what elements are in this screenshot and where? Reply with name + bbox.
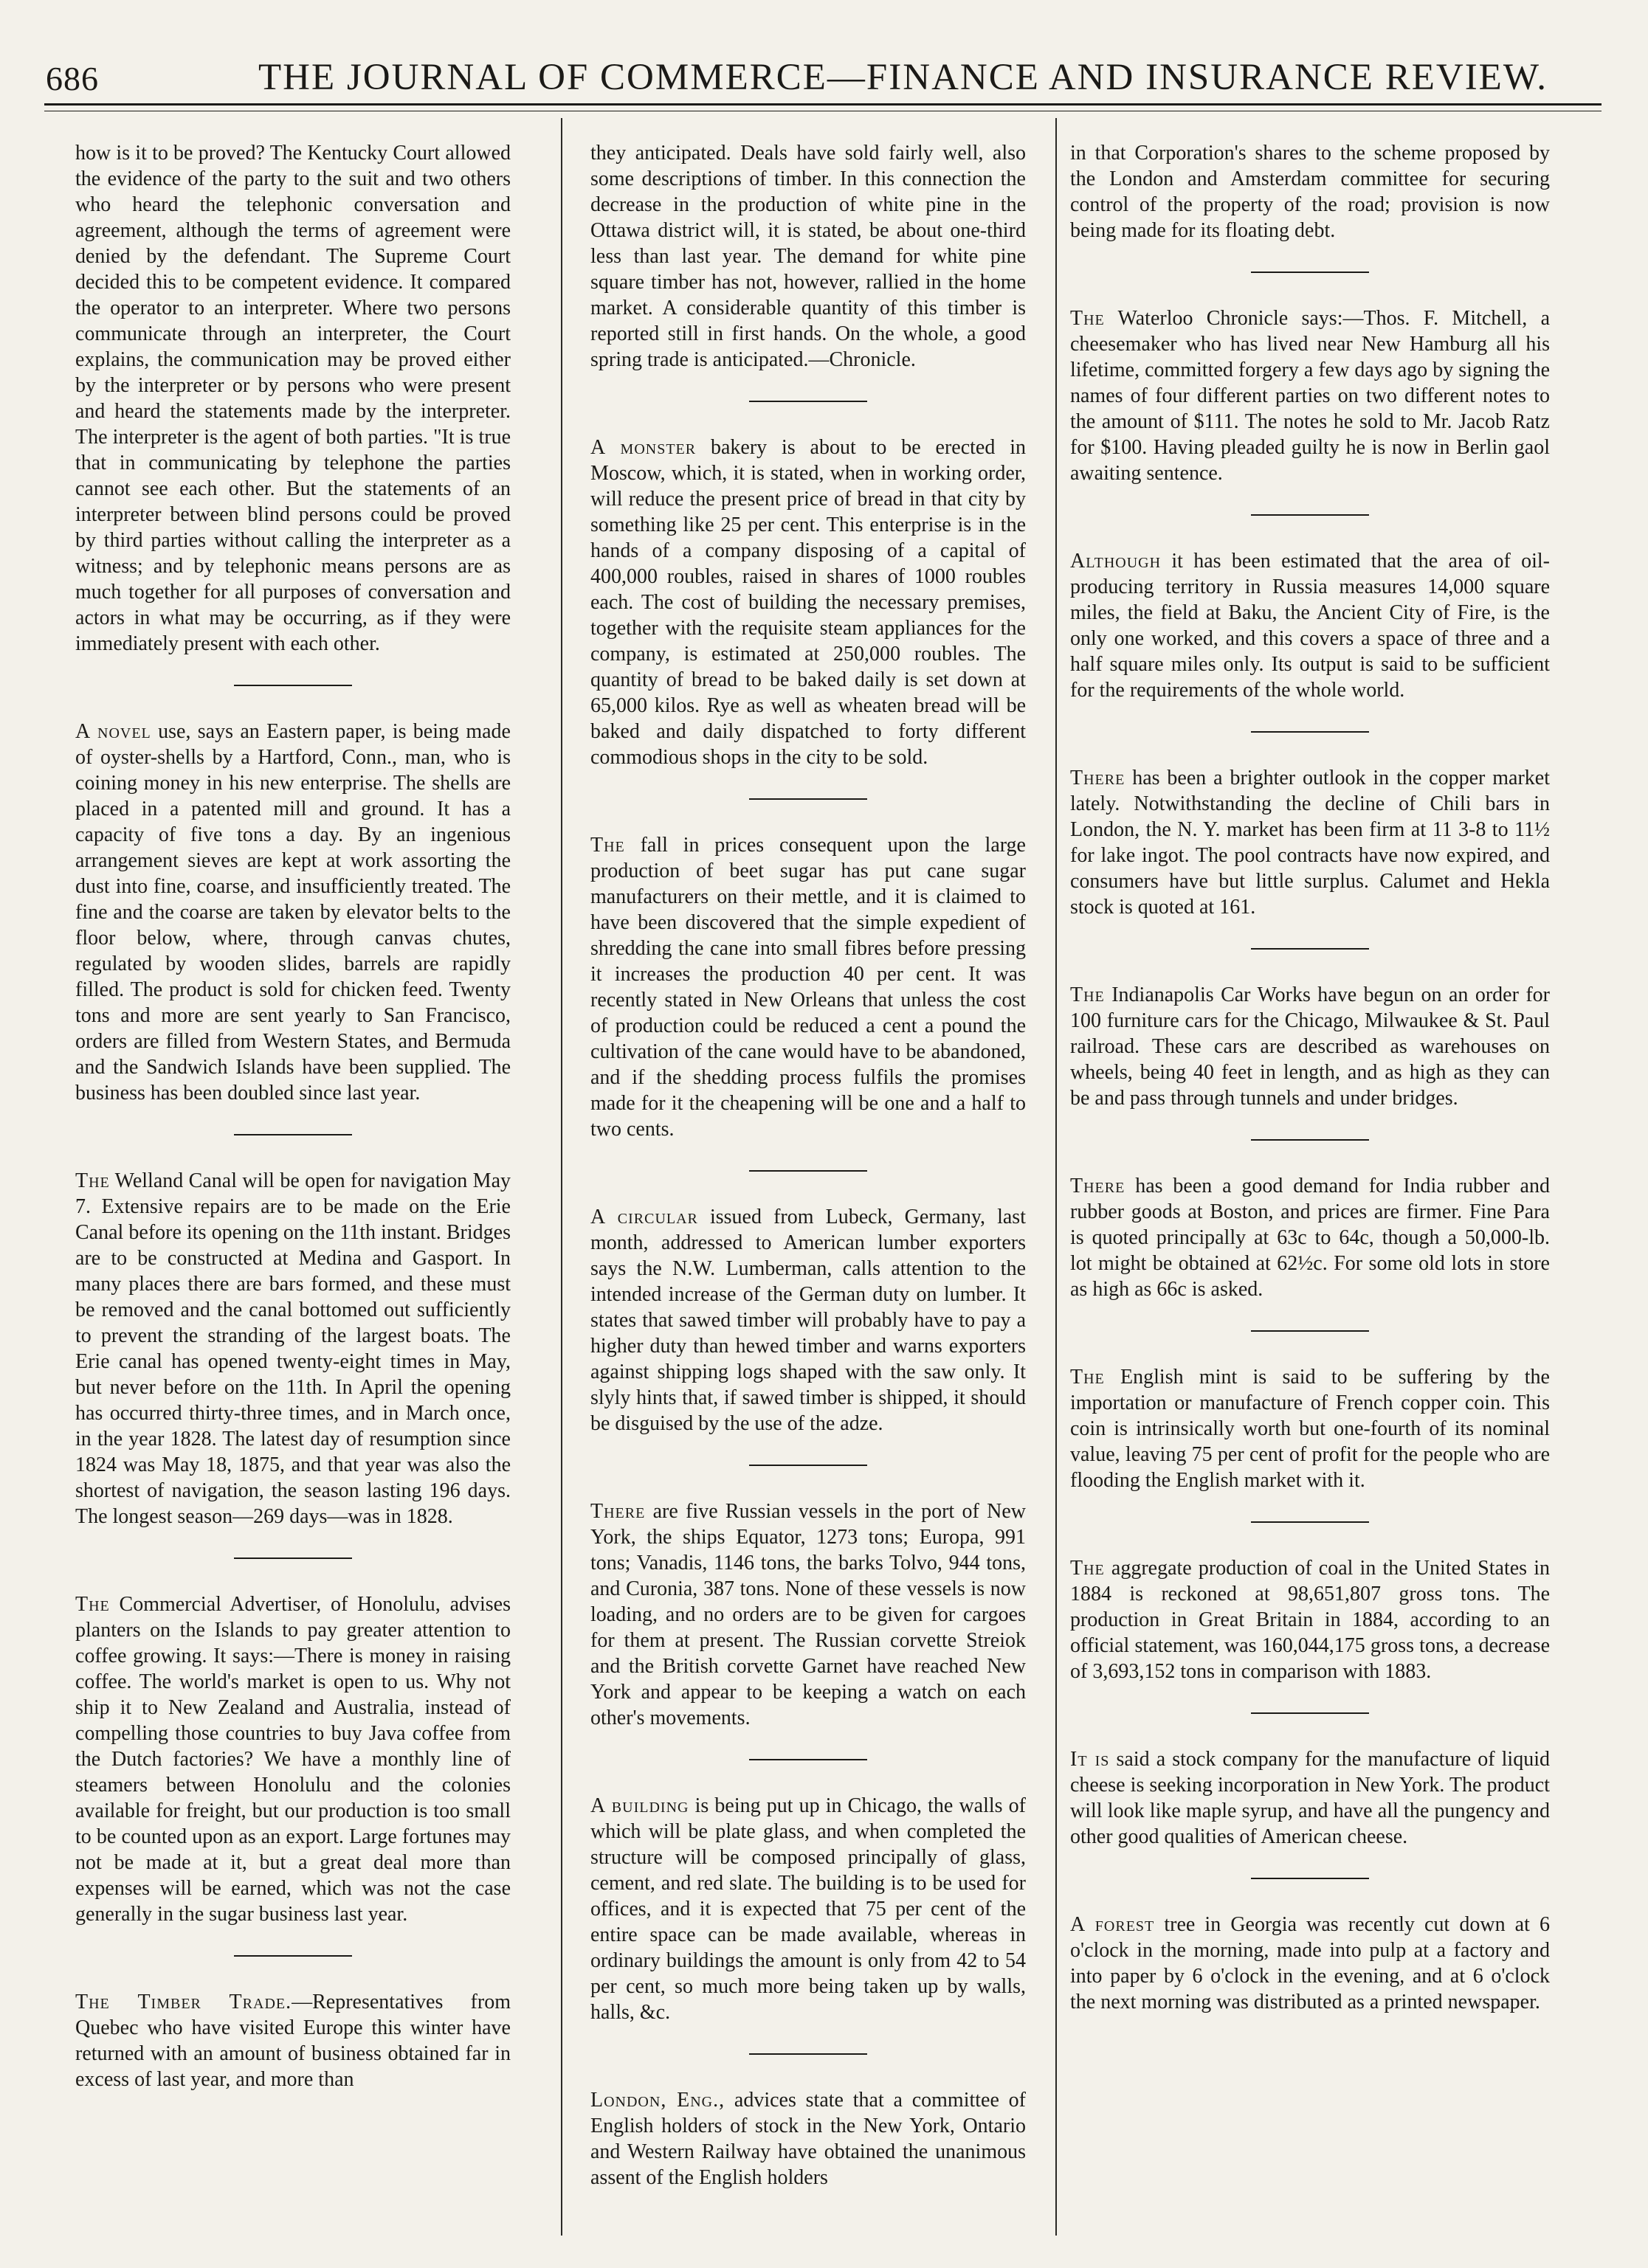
article-lead: There [1070, 767, 1125, 789]
column-1 [75, 140, 511, 2092]
article [1070, 982, 1550, 1111]
article [75, 1989, 511, 2092]
article-separator [749, 401, 867, 402]
article-text: issued from Lubeck, Germany, last month, addressed to American lumber exporters says the N.W. Lumberman, calls attention to the intended increase of the German duty on lumber. It states that sawed timber will probably have to pay a higher duty than hewed timber and warns exporters against shipping logs shaped with the saw only. It slyly hints that, if sawed timber is shipped, it should be disguised by the use of the adze. [590, 1206, 1026, 1435]
article [590, 1498, 1026, 1731]
article [1070, 1912, 1550, 2015]
article [590, 1793, 1026, 2025]
article-lead: A monster [590, 436, 697, 459]
article-text: how is it to be proved? The Kentucky Court allowed the evidence of the party to the suit and two others who heard the telephonic conversation and agreement, although the terms of agreement were denied by the defendant. The Supreme Court decided this to be competent evidence. It compared the operator to an interpreter. Where two persons communicate through an interpreter, the Court explains, the communication may be proved either by the interpreter or by persons who were present and heard the statements made by the interpreter. The interpreter is the agent of both parties. "It is true that in communicating by telephone the parties cannot see each other. But the statements of an interpreter between blind persons could be proved by third parties without calling the interpreter as a witness; and by telephonic means persons are as much together for all purposes of conversation and actors in what may be occurring, as if they were immediately present with each other. [75, 142, 511, 655]
article-separator [234, 1955, 352, 1957]
article-lead: A novel [75, 720, 151, 743]
article [75, 140, 511, 657]
article-separator [749, 1170, 867, 1172]
article-lead: A forest [1070, 1913, 1155, 1936]
article-separator [234, 1134, 352, 1135]
article-paragraph [75, 1168, 511, 1529]
column-divider-1 [561, 118, 562, 2236]
article-text: Waterloo Chronicle says:—Thos. F. Mitchell, a cheesemaker who has lived near New Hamburg all his lifetime, committed forgery a few days ago by signing the names of four different parties on two different notes to the amount of $111. The notes he sold to Mr. Jacob Ratz for $100. Having pleaded guilty he is now in Berlin gaol awaiting sentence. [1070, 307, 1550, 485]
article-lead: There [590, 1500, 646, 1523]
article [1070, 140, 1550, 243]
article-text: fall in prices consequent upon the large production of beet sugar has put cane sugar manufacturers on their mettle, and it is claimed to have been discovered that the simple expedient of shredding the cane into small fibres before pressing it increases the production 40 per cent. It was recently stated in New Orleans that unless the cost of production could be reduced a cent a pound the cultivation of the cane would have to be abandoned, and if the shedding process fulfils the promises made for it the cheapening will be one and a half to two cents. [590, 834, 1026, 1141]
article-lead: There [1070, 1175, 1125, 1197]
article-text: are five Russian vessels in the port of New York, the ships Equator, 1273 tons; Europa, 991 tons; Vanadis, 1146 tons, the barks Tolvo, 944 tons, and Curonia, 387 tons. None of these vessels is now loading, and no orders are to be given for cargoes for them at present. The Russian corvette Streiok and the British corvette Garnet have reached New York and appear to be keeping a watch on each other's movements. [590, 1500, 1026, 1729]
article [1070, 1364, 1550, 1493]
article [75, 719, 511, 1106]
article [1070, 765, 1550, 920]
article-separator [1251, 1878, 1369, 1879]
article-lead: Although [1070, 550, 1162, 573]
article-text: said a stock company for the manufacture of liquid cheese is seeking incorporation in New York. The product will look like maple syrup, and have all the pungency and other good qualities of American cheese. [1070, 1748, 1550, 1848]
article-lead: The [1070, 983, 1105, 1006]
article-separator [749, 1759, 867, 1760]
article-text: it has been estimated that the area of oil-producing territory in Russia measures 14,000 square miles, the field at Baku, the Ancient City of Fire, is the only one worked, and this covers a space of three and a half square miles only. Its output is said to be sufficient for the requirements of the whole world. [1070, 550, 1550, 702]
article-paragraph [1070, 1555, 1550, 1684]
article-text: Welland Canal will be open for navigation May 7. Extensive repairs are to be made on the Erie Canal before its opening on the 11th instant. Bridges are to be constructed at Medina and Gasport. In many places there are bars formed, and these must be removed and the canal bottomed out sufficiently to prevent the stranding of the largest boats. The Erie canal has opened twenty-eight times in May, but never before on the 11th. In April the opening has occurred thirty-three times, and in March once, in the year 1828. The latest day of resumption since 1824 was May 18, 1875, and that year was also the shortest of navigation, the season lasting 196 days. The longest season—269 days—was in 1828. [75, 1169, 511, 1528]
page-header [0, 43, 1648, 109]
article-separator [749, 798, 867, 800]
article-separator [1251, 1712, 1369, 1714]
article-paragraph [75, 1591, 511, 1927]
article-lead: London, Eng., [590, 2089, 725, 2112]
article-separator [1251, 731, 1369, 733]
article-separator [1251, 1521, 1369, 1523]
article-lead: The Timber Trade. [75, 1991, 292, 2013]
article [1070, 1555, 1550, 1684]
article-paragraph [590, 1204, 1026, 1436]
article-lead: A building [590, 1794, 689, 1817]
article-paragraph [75, 719, 511, 1106]
column-3 [1070, 140, 1550, 2015]
article-separator [1251, 1330, 1369, 1332]
article [590, 435, 1026, 770]
article-lead: The [75, 1593, 110, 1616]
article-text: is being put up in Chicago, the walls of which will be plate glass, and when completed the structure will be composed principally of glass, cement, and red slate. The building is to be used for offices, and it is expected that 75 per cent of the entire space can be made available, whereas in ordinary buildings the amount is only from 42 to 54 per cent, so much more being taken up by walls, halls, &c. [590, 1794, 1027, 2024]
article [1070, 305, 1550, 486]
article-text: bakery is about to be erected in Moscow, which, it is stated, when in working order, will reduce the present price of bread in that city by something like 25 per cent. This enterprise is in the hands of a company disposing of a capital of 400,000 roubles, raised in shares of 1000 roubles each. The cost of building the necessary premises, together with the requisite steam appliances for the company, is estimated at 250,000 roubles. The quantity of bread to be baked daily is set down at 65,000 kilos. Rye as well as wheaten bread will be baked and daily dispatched to forty different commodious shops in the city to be sold. [590, 436, 1026, 769]
article-separator [1251, 948, 1369, 950]
article-paragraph [590, 435, 1026, 770]
article-paragraph [1070, 1364, 1550, 1493]
column-divider-2 [1055, 118, 1057, 2236]
article-separator [749, 1465, 867, 1466]
article-paragraph [1070, 1746, 1550, 1850]
article-text: Commercial Advertiser, of Honolulu, advises planters on the Islands to pay greater attention to coffee growing. It says:—There is money in raising coffee. The world's market is open to us. Why not ship it to New Zealand and Australia, instead of compelling those countries to buy Java coffee from the Dutch factories? We have a monthly line of steamers between Honolulu and the colonies available for freight, but our production is too small to be counted upon as an export. Large fortunes may not be made at it, but a great deal more than expenses will be earned, which was not the case generally in the sugar business last year. [75, 1593, 511, 1926]
article-paragraph [1070, 1173, 1550, 1302]
article [75, 1168, 511, 1529]
article-paragraph [590, 1498, 1026, 1731]
article [75, 1591, 511, 1927]
article-text: advices state that a committee of English holders of stock in the New York, Ontario and Western Railway have obtained the unanimous assent of the English holders [590, 2089, 1027, 2189]
article-paragraph [1070, 982, 1550, 1111]
article-paragraph [590, 140, 1026, 373]
article-text: Indianapolis Car Works have begun on an order for 100 furniture cars for the Chicago, Milwaukee & St. Paul railroad. These cars are described as warehouses on wheels, being 40 feet in length, and as high as they can be and pass through tunnels and under bridges. [1070, 983, 1550, 1110]
article-paragraph [1070, 305, 1550, 486]
article-text: tree in Georgia was recently cut down at 6 o'clock in the morning, made into pulp at a factory and into paper by 6 o'clock in the evening, and at 6 o'clock the next morning was distributed as a printed newspaper. [1070, 1913, 1550, 2013]
header-rule [44, 103, 1602, 106]
article-text: has been a brighter outlook in the copper market lately. Notwithstanding the decline of Chili bars in London, the N. Y. market has been firm at 11 3-8 to 11½ for lake ingot. The pool contracts have now expired, and consumers have but little surplus. Calumet and Hekla stock is quoted at 161. [1070, 767, 1550, 919]
article-lead: The [590, 834, 625, 857]
article-lead: The [75, 1169, 110, 1192]
article-paragraph [75, 140, 511, 657]
page-number: 686 [46, 60, 99, 97]
article [590, 140, 1026, 373]
article-paragraph [1070, 765, 1550, 920]
article-separator [1251, 1139, 1369, 1141]
article-paragraph [1070, 548, 1550, 703]
column-2 [590, 140, 1026, 2191]
article-text: aggregate production of coal in the United States in 1884 is reckoned at 98,651,807 gross tons. The production in Great Britain in 1884, according to an official statement, was 160,044,175 gross tons, a decrease of 3,693,152 tons in comparison with 1883. [1070, 1557, 1550, 1683]
article-paragraph [590, 1793, 1026, 2025]
article [590, 832, 1026, 1142]
article-paragraph [590, 2087, 1026, 2191]
article-paragraph [1070, 1912, 1550, 2015]
article [1070, 548, 1550, 703]
article-lead: It is [1070, 1748, 1110, 1771]
article [590, 1204, 1026, 1436]
article-text: English mint is said to be suffering by the importation or manufacture of French copper coin. This coin is intrinsically worth but one-fourth of its nominal value, leaving 75 per cent of profit for the people who are flooding the English market with it. [1070, 1366, 1550, 1492]
article-lead: The [1070, 1366, 1105, 1389]
article-lead: The [1070, 307, 1105, 330]
article-separator [749, 2053, 867, 2055]
article-paragraph [1070, 140, 1550, 243]
article [1070, 1173, 1550, 1302]
article-text: has been a good demand for India rubber and rubber goods at Boston, and prices are firmer. Fine Para is quoted principally at 63c to 64c, though a 50,000-lb. lot might be obtained at 62½c. For some old lots in store as high as 66c is asked. [1070, 1175, 1550, 1301]
article-text: —Representatives from Quebec who have visited Europe this winter have returned with an amount of business obtained far in excess of last year, and more than [75, 1991, 511, 2091]
article-paragraph [590, 832, 1026, 1142]
article-text: they anticipated. Deals have sold fairly well, also some descriptions of timber. In this connection the decrease in the production of white pine in the Ottawa district will, it is stated, be about one-third less than last year. The demand for white pine square timber has not, however, rallied in the home market. A considerable quantity of this timber is reported still in first hands. On the whole, a good spring trade is anticipated.—Chronicle. [590, 142, 1026, 371]
article-separator [234, 1557, 352, 1559]
journal-title: THE JOURNAL OF COMMERCE—FINANCE AND INSURANCE REVIEW. [258, 57, 1548, 98]
article-paragraph [75, 1989, 511, 2092]
article-text: in that Corporation's shares to the scheme proposed by the London and Amsterdam committee for securing control of the property of the road; provision is now being made for its floating debt. [1070, 142, 1550, 242]
article-separator [1251, 272, 1369, 273]
article-lead: A circular [590, 1206, 698, 1228]
article-separator [1251, 514, 1369, 516]
article-text: use, says an Eastern paper, is being made of oyster-shells by a Hartford, Conn., man, who is coining money in his new enterprise. The shells are placed in a patented mill and ground. It has a capacity of five tons a day. By an ingenious arrangement sieves are kept at work assorting the dust into fine, coarse, and insufficiently treated. The fine and the coarse are taken by elevator belts to the floor below, where, through canvas chutes, regulated by wooden slides, barrels are rapidly filled. The product is sold for chicken feed. Twenty tons and more are sent yearly to San Francisco, orders are filled from Western States, and Bermuda and the Sandwich Islands have been supplied. The business has been doubled since last year. [75, 720, 511, 1104]
article-lead: The [1070, 1557, 1105, 1580]
article [1070, 1746, 1550, 1850]
article-separator [234, 685, 352, 686]
article [590, 2087, 1026, 2191]
